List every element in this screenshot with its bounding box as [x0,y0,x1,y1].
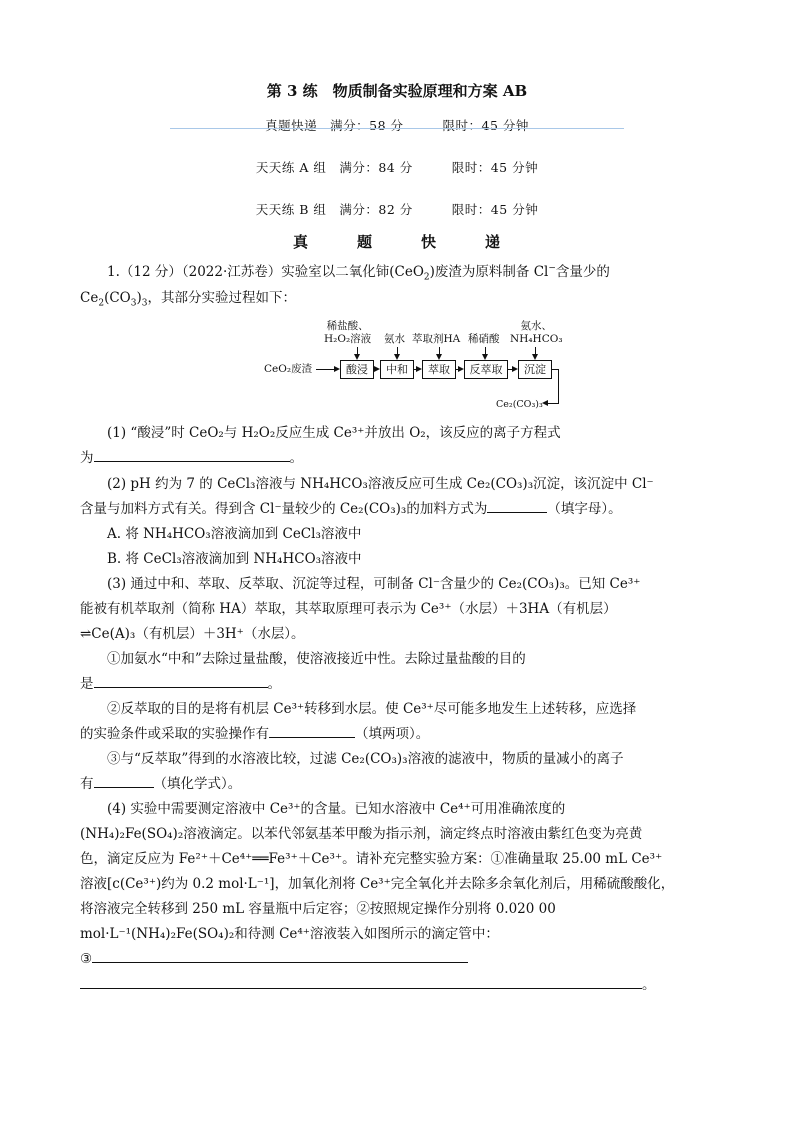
page-title: 第 3 练 物质制备实验原理和方案 AB [266,82,528,100]
section-title-char: 递 [485,233,502,251]
flow-arrow-line [548,403,559,404]
reagent-arrow-head [436,354,442,360]
process-flow-diagram [262,318,572,418]
header-divider [170,128,624,129]
reagent-arrow-head [354,354,360,360]
part-2-text: (2) pH 约为 7 的 CeCl₃溶液与 NH₄HCO₃溶液反应可生成 Ce₂(CO₃)₃沉淀，该沉淀中 Cl⁻ [107,476,654,492]
section-title-char: 题 [356,233,373,251]
part-4-line-1: (4) 实验中需要测定溶液中 Ce³⁺的含量。已知水溶液中 Ce⁴⁺可用准确浓度的 [107,801,566,817]
option-a: A. 将 NH₄HCO₃溶液滴加到 CeCl₃溶液中 [107,526,362,542]
part-1-text: 。 [289,450,303,466]
part-4-line-7 [80,947,716,973]
part-4-line-4: 溶液[c(Ce³⁺)约为 0.2 mol·L⁻¹]，加氧化剂将 Ce³⁺完全氧化并去除多余氧化剂后，用稀硫酸酸化， [80,876,675,892]
part-3-3-line-2 [80,772,716,798]
flow-step-neutralize: 中和 [380,360,414,379]
part-3-line-1: (3) 通过中和、萃取、反萃取、沉淀等过程，可制备 Cl⁻含量少的 Ce₂(CO₃)₃。已知 Ce³⁺ [107,576,641,592]
intro-text: 1.（12 分）（2022·江苏卷）实验室以二氧化铈(CeO [107,264,424,280]
part-3-2-line-1: ②反萃取的目的是将有机层 Ce³⁺转移到水层。使 Ce³⁺尽可能多地发生上述转移，应选择 [107,701,637,717]
flow-step-precipitate: 沉淀 [518,360,552,379]
reagent-neutralize: 氨水 [384,333,405,345]
subscript: 2 [423,272,430,283]
part-4-line-6: mol·L⁻¹(NH₄)₂Fe(SO₄)₂和待测 Ce⁴⁺溶液装入如图所示的滴定管中： [80,926,499,942]
reagent-back-extract: 稀硝酸 [468,333,500,345]
answer-blank[interactable] [269,723,355,738]
answer-blank[interactable] [94,673,268,688]
part-3-2-line-2 [80,722,716,748]
info-line-group-b: 天天练 B 组 满分：82 分 限时：45 分钟 [255,202,539,217]
part-4-line-2: (NH₄)₂Fe(SO₄)₂溶液滴定。以苯代邻氨基苯甲酸为指示剂，滴定终点时溶液由紫红色变为亮黄 [80,826,643,842]
reagent-arrow-head [482,354,488,360]
part-1-answer-line [80,446,716,472]
intro-text: (CO [104,289,131,306]
info-line-zhenti: 真题快递 满分：58 分 限时：45 分钟 [265,118,529,133]
answer-blank[interactable] [487,498,547,513]
section-title [0,231,794,252]
section-title-char: 快 [421,233,438,251]
section-title-char: 真 [292,233,309,251]
part-3-2-text: 的实验条件或采取的实验操作有 [80,726,269,742]
reagent-arrow-line [357,347,358,354]
intro-line-2 [80,286,296,312]
reagent-line: 氨水、 [520,320,553,332]
info-line-group-a: 天天练 A 组 满分：84 分 限时：45 分钟 [255,160,539,175]
answer-blank[interactable] [80,974,642,989]
reagent-arrow-head [532,354,538,360]
part-4-line-3: 色，滴定反应为 Fe²⁺＋Ce⁴⁺══Fe³⁺＋Ce³⁺。请补充完整实验方案：①准确量取 25.00 mL Ce³⁺ [80,851,663,867]
part-3-1-text: 。 [267,676,281,692]
part-3-3-text: （填化学式）。 [153,776,242,792]
answer-blank[interactable] [92,948,468,963]
reagent-line: NH₄HCO₃ [510,333,563,345]
part-2-text: （填字母）。 [547,501,622,517]
flow-step-acid-leach: 酸浸 [340,360,374,379]
option-b: B. 将 CeCl₃溶液滴加到 NH₄HCO₃溶液中 [107,551,362,567]
intro-text: Ce [80,289,99,306]
reagent-extract: 萃取剂HA [412,333,461,345]
part-2 [80,472,716,498]
answer-blank[interactable] [94,773,154,788]
reagent-arrow-line [535,347,536,354]
part-3-1-line-1: ①加氨水“中和”去除过量盐酸，使溶液接近中性。去除过量盐酸的目的 [107,651,526,667]
part-1-text: 为 [80,450,94,466]
intro-text: )废渣为原料制备 Cl [429,264,549,280]
part-2-line-2 [80,497,716,523]
part-1-text: (1) “酸浸”时 CeO₂与 H₂O₂反应生成 Ce³⁺并放出 O₂，该反应的离子方程式 [107,425,561,441]
part-4-text: ③ [80,951,93,967]
part-3-3-text: 有 [80,776,94,792]
part-4-text: 。 [642,977,656,993]
part-3-line-2: 能被有机萃取剂（简称 HA）萃取，其萃取原理可表示为 Ce³⁺（水层）＋3HA（有机层） [80,601,617,617]
part-3-2-text: （填两项）。 [355,726,430,742]
reagent-precipitate [510,320,563,346]
reagent-arrow-line [439,347,440,354]
reagent-line: H₂O₂溶液 [324,333,372,345]
reagent-acid-leach [324,320,371,346]
part-3-1-text: 是 [80,676,94,692]
subscript: 3 [130,298,137,309]
flow-start-label: CeO₂废渣 [264,363,313,375]
part-3-1-line-2 [80,672,716,698]
flow-arrow-line [316,369,334,370]
question-intro [80,260,716,311]
reagent-arrow-line [485,347,486,354]
flow-arrow-line [558,369,559,403]
answer-blank[interactable] [94,447,290,462]
intro-text: ) [136,289,142,306]
intro-text: ，其部分实验过程如下： [147,289,296,306]
subscript: 2 [98,298,105,309]
flow-step-back-extract: 反萃取 [464,360,508,379]
superscript: − [548,263,556,274]
reagent-arrow-line [397,347,398,354]
part-3-3-line-1: ③与“反萃取”得到的水溶液比较，过滤 Ce₂(CO₃)₃溶液的滤液中，物质的量减小的离子 [107,751,624,767]
part-1 [80,421,716,447]
reagent-line: 稀盐酸、 [326,320,369,332]
flow-product-label: Ce₂(CO₃)₃ [496,399,543,410]
part-2-text: 含量与加料方式有关。得到含 Cl⁻量较少的 Ce₂(CO₃)₃的加料方式为 [80,501,488,517]
part-4-line-5: 将溶液完全转移到 250 mL 容量瓶中后定容；②按照规定操作分别将 0.020 00 [80,901,556,917]
reagent-arrow-head [394,354,400,360]
part-4-line-8 [80,973,716,999]
flow-step-extract: 萃取 [422,360,456,379]
part-3-line-3: ⇌Ce(A)₃（有机层）＋3H⁺（水层）。 [80,626,305,642]
subscript: 3 [141,298,148,309]
intro-text: 含量少的 [555,264,610,280]
